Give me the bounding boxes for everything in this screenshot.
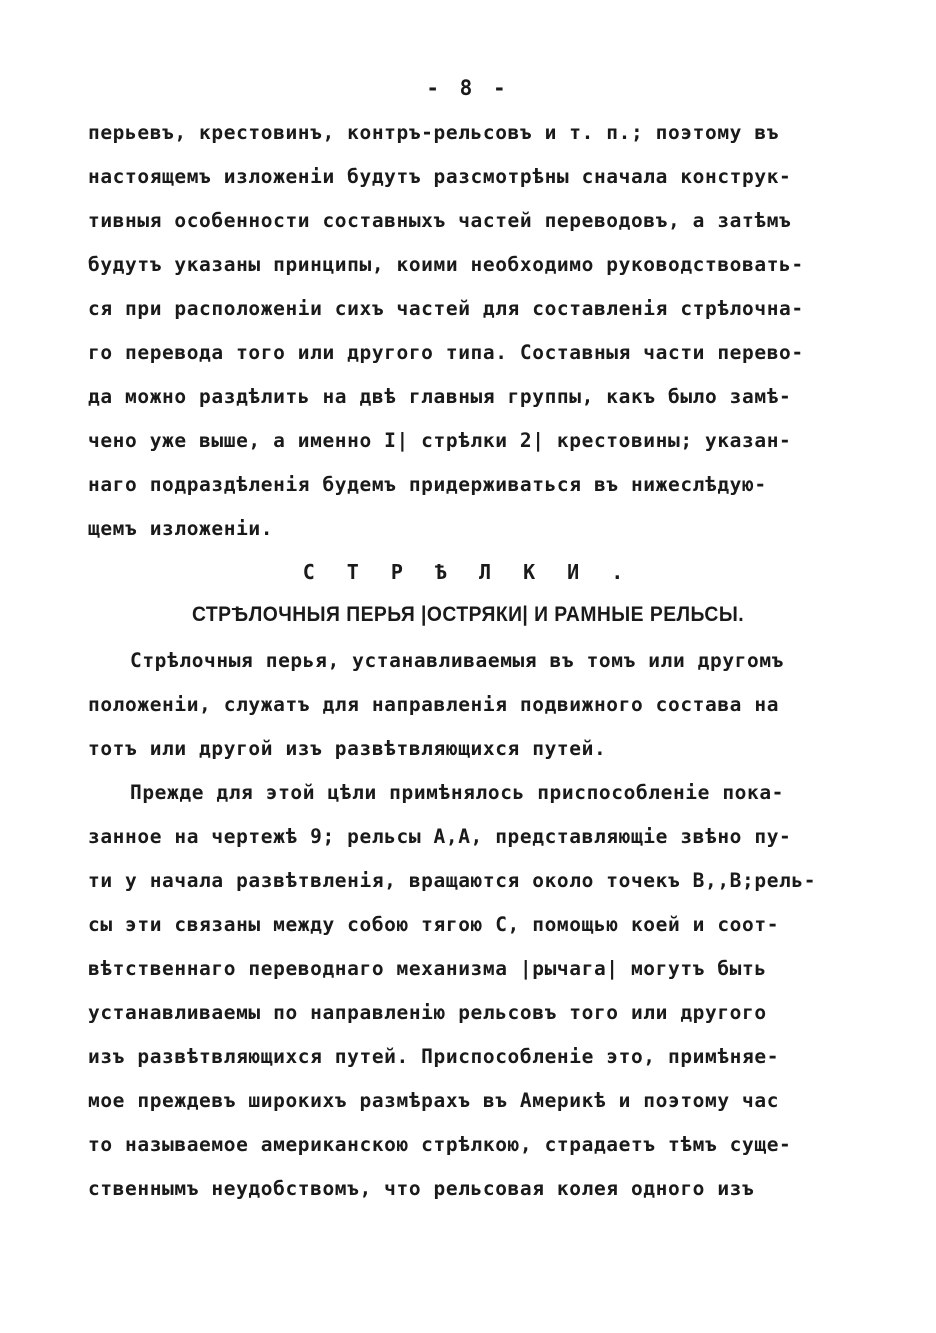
text-line: Прежде для этой цѣли примѣнялось приспособленiе пока- [130,781,785,804]
page-number: - 8 - [426,76,510,100]
text-line: вѣтственнаго переводнаго механизма |рычага| могутъ быть [88,957,767,980]
text-line: Стрѣлочныя перья, устанавливаемыя въ томъ или другомъ [130,649,785,672]
text-line: занное на чертежѣ 9; рельсы A,A, представляющiе звѣно пу- [88,825,792,848]
text-line: настоящемъ изложенiи будутъ разсмотрѣны сначала конструк- [88,165,792,188]
text-line: го перевода того или другого типа. Составныя части перево- [88,341,804,364]
text-line: ся при расположенiи сихъ частей для составленiя стрѣлочна- [88,297,804,320]
text-line: будутъ указаны принципы, коими необходимо руководствовать- [88,253,804,276]
text-line: ти у начала развѣтвленiя, вращаются около точекъ B,,B;рель- [88,869,817,892]
text-line: сы эти связаны между собою тягою C, помощью коей и соот- [88,913,780,936]
text-line: щемъ изложенiи. [88,517,274,540]
text-line: мое преждевъ широкихъ размѣрахъ въ Америкѣ и поэтому час [88,1089,780,1112]
text-line: изъ развѣтвляющихся путей. Приспособленiе это, примѣняе- [88,1045,780,1068]
text-line: положенiи, служатъ для направленiя подвижного состава на [88,693,780,716]
text-line: тотъ или другой изъ развѣтвляющихся путей. [88,737,607,760]
text-line: да можно раздѣлить на двѣ главныя группы, какъ было замѣ- [88,385,792,408]
text-line: наго подраздѣленiя будемъ придерживаться въ нижеслѣдую- [88,473,767,496]
text-line: ственнымъ неудобствомъ, что рельсовая колея одного изъ [88,1177,755,1200]
text-line: перьевъ, крестовинъ, контръ-рельсовъ и т. п.; поэтому въ [88,121,780,144]
text-line: тивныя особенности составныхъ частей переводовъ, а затѣмъ [88,209,792,232]
text-line: чено уже выше, а именно I| стрѣлки 2| крестовины; указан- [88,429,792,452]
section-title: С Т Р Ѣ Л К И . [302,560,634,584]
subsection-title: СТРѢЛОЧНЫЯ ПЕРЬЯ |ОСТРЯКИ| И РАМНЫЕ РЕЛЬСЫ. [191,603,745,626]
text-line: то называемое американскою стрѣлкою, страдаетъ тѣмъ суще- [88,1133,792,1156]
text-line: устанавливаемы по направленiю рельсовъ того или другого [88,1001,767,1024]
